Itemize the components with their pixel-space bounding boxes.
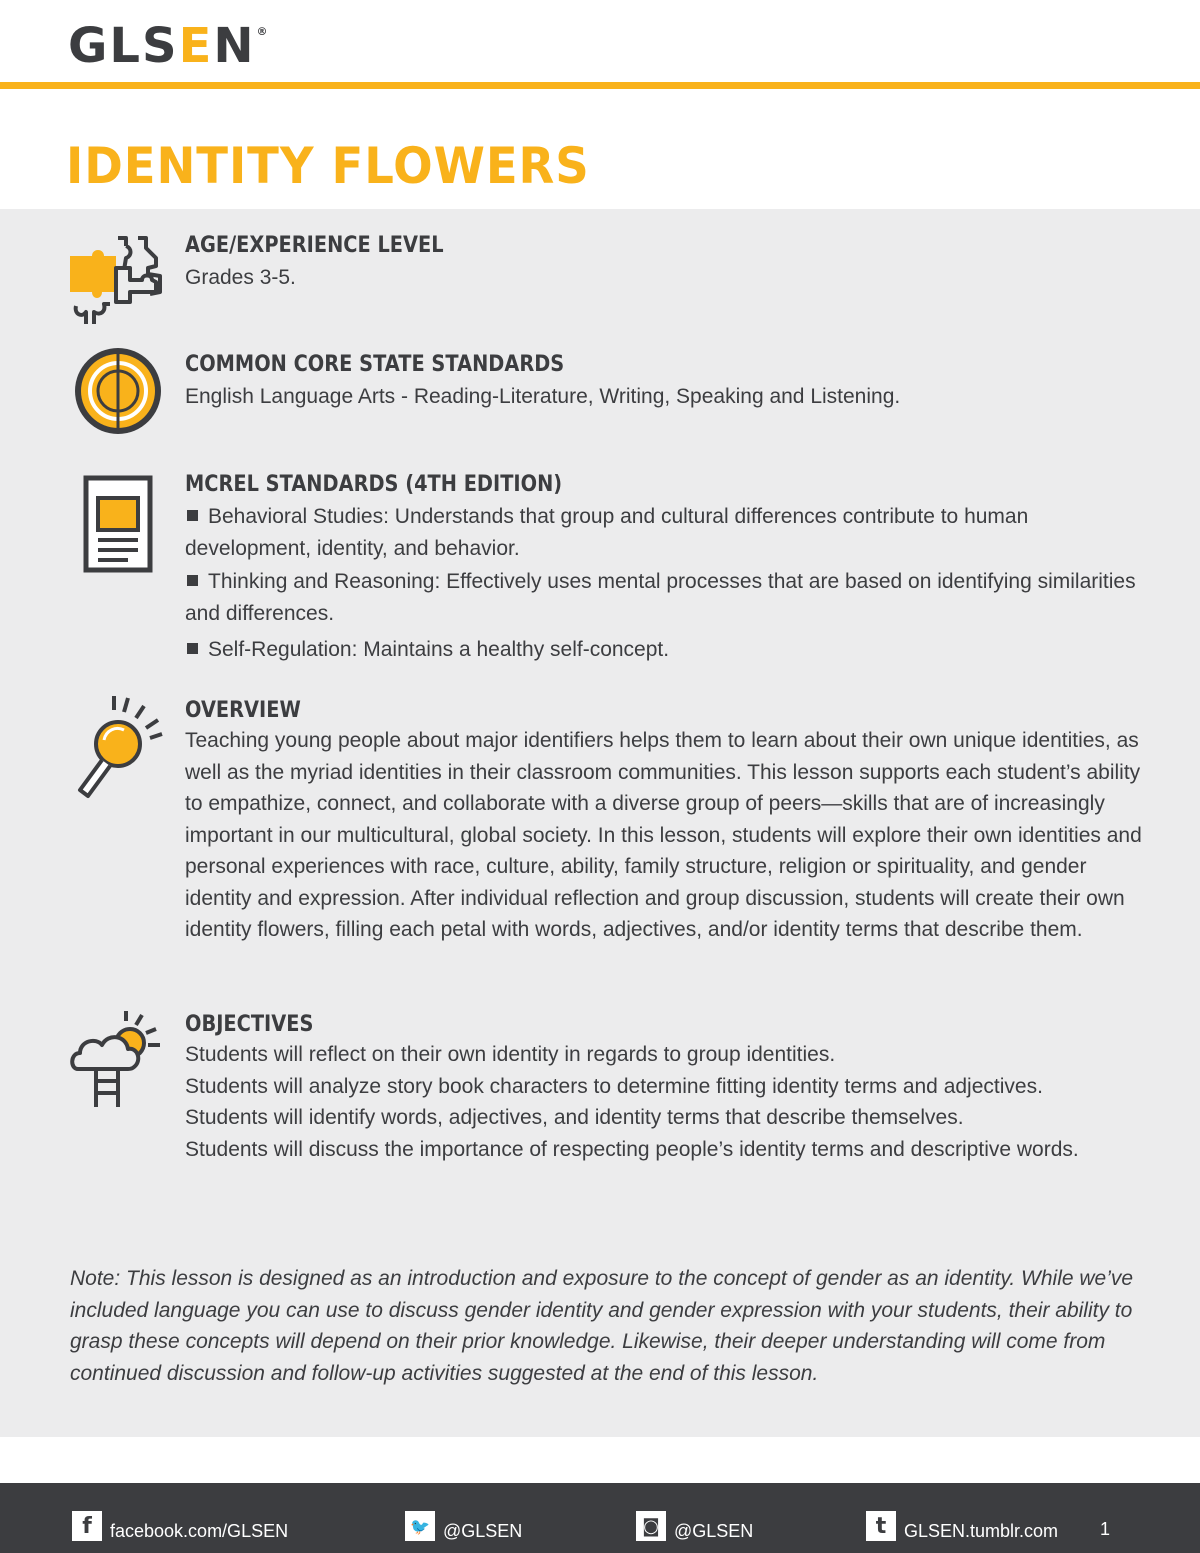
common-core-section [185,351,1145,413]
page-footer [0,1483,1200,1553]
mcrel-bullet: Behavioral Studies: Understands that group and cultural differences contribute to human development, identity, and behavior. [185,505,1029,560]
objective-item: Students will identify words, adjectives, and identity terms that describe themselves. [185,1106,964,1129]
objective-item: Students will reflect on their own identity in regards to group identities. [185,1043,836,1066]
instagram-icon: ◙ [636,1511,666,1541]
age-section [185,232,1145,294]
mcrel-bullet: Thinking and Reasoning: Effectively uses mental processes that are based on identifying similarities and differences. [185,570,1136,625]
page-number: 1 [1100,1519,1111,1539]
tumblr-link[interactable]: t GLSEN.tumblr.com [866,1509,1058,1541]
objectives-section [185,1011,1145,1165]
page-title: IDENTITY FLOWERS [66,137,590,195]
bullet-square [187,575,198,586]
overview-section [185,697,1145,946]
document-icon [82,474,156,574]
twitter-icon: 🐦 [405,1511,435,1541]
mcrel-section [185,471,1145,666]
glsen-logo: GLSEN® [68,18,268,74]
bullet-square [187,643,198,654]
page-header [0,0,1200,92]
header-rule [0,82,1200,89]
puzzle-icon [66,232,166,328]
objectives-heading: OBJECTIVES [185,1012,314,1037]
mcrel-heading: MCREL STANDARDS (4TH EDITION) [185,472,563,497]
lesson-note: Note: This lesson is designed as an introduction and exposure to the concept of gender as an identity. While we’ve included language you can use to discuss gender identity and gender expression with your students, their ability to grasp these concepts will depend on their prior knowledge. Likewise, their deeper understanding will come from continued discussion and follow-up activities suggested at the end of this lesson. [70,1267,1134,1385]
target-icon [72,345,164,437]
facebook-icon: f [72,1511,102,1541]
age-text: Grades 3-5. [185,266,296,289]
common-core-text: English Language Arts - Reading-Literature, Writing, Speaking and Listening. [185,385,901,408]
tumblr-icon: t [866,1511,896,1541]
overview-text: Teaching young people about major identifiers helps them to learn about their own unique identities, as well as the myriad identities in their classroom communities. This lesson supports each student’s ability to empathize, connect, and collaborate with a diverse group of peers—skills that are of increasingly important in our multicultural, global society. In this lesson, students will explore their own identities and personal experiences with race, culture, ability, family structure, religion or spirituality, and gender identity and expression. After individual reflection and group discussion, students will create their own identity flowers, filling each petal with words, adjectives, and/or identity terms that describe them. [185,729,1142,941]
instagram-link[interactable]: ◙ @GLSEN [636,1509,753,1541]
age-heading: AGE/EXPERIENCE LEVEL [185,233,444,258]
objective-item: Students will analyze story book characters to determine fitting identity terms and adjectives. [185,1074,1043,1098]
mcrel-bullet: Self-Regulation: Maintains a healthy self-concept. [185,634,1145,666]
overview-heading: OVERVIEW [185,698,301,723]
twitter-link[interactable]: 🐦 @GLSEN [405,1509,522,1541]
objective-item: Students will discuss the importance of respecting people’s identity terms and descriptive words. [185,1137,1079,1161]
ladder-cloud-icon [68,1005,168,1111]
common-core-heading: COMMON CORE STATE STANDARDS [185,352,565,377]
bullet-square [187,510,198,521]
facebook-link[interactable]: f facebook.com/GLSEN [72,1509,288,1541]
magnifier-icon [72,690,168,802]
